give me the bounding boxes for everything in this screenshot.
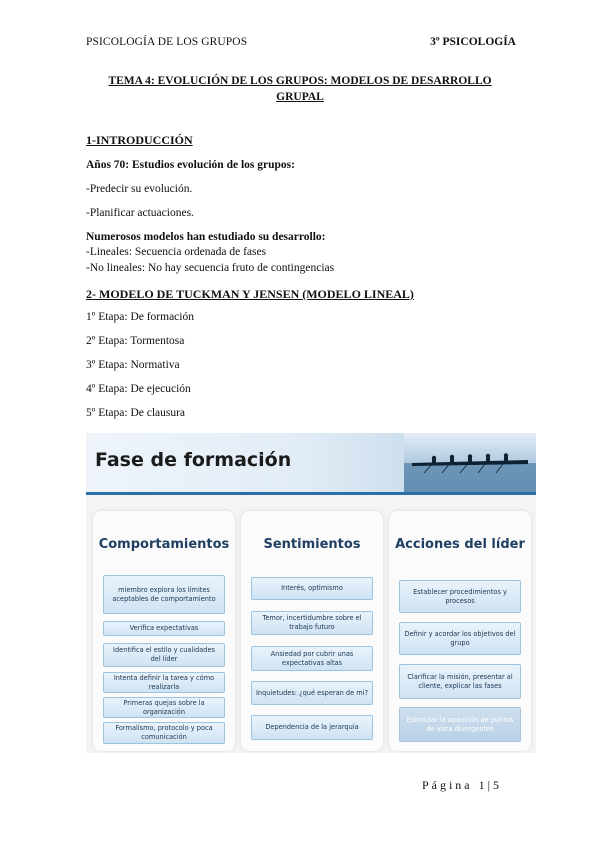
diagram-box: Verifica expectativas <box>103 621 225 636</box>
diagram-title: Fase de formación <box>95 449 292 471</box>
diagram-box: Establecer procedimientos y procesos <box>399 580 521 613</box>
header-subject: PSICOLOGÍA DE LOS GRUPOS <box>86 36 248 48</box>
stage-item: 5º Etapa: De clausura <box>86 407 186 419</box>
diagram-box: Inquietudes: ¿qué esperan de mi? <box>251 681 373 705</box>
model-item: -Lineales: Secuencia ordenada de fases <box>86 246 267 258</box>
intro-subheading: Años 70: Estudios evolución de los grupos: <box>86 159 295 171</box>
diagram-box: Dependencia de la jerarquía <box>251 715 373 740</box>
page-number: Página 1|5 <box>421 778 502 792</box>
stage-item: 2º Etapa: Tormentosa <box>86 335 185 347</box>
diagram-box: Definir y acordar los objetivos del grupo <box>399 622 521 655</box>
rowing-team-image <box>404 433 536 492</box>
diagram-box: Temor, incertidumbre sobre el trabajo futuro <box>251 611 373 635</box>
intro-item: -Predecir su evolución. <box>86 183 193 195</box>
diagram-box: Ansiedad por cubrir unas expectativas altas <box>251 646 373 671</box>
stage-item: 1º Etapa: De formación <box>86 311 194 323</box>
diagram-box: Interés, optimismo <box>251 577 373 600</box>
stage-item: 3º Etapa: Normativa <box>86 359 180 371</box>
models-heading: Numerosos modelos han estudiado su desarrollo: <box>86 231 326 243</box>
panel-heading: Sentimientos <box>263 537 361 552</box>
diagram-box: Formalismo, protocolo y poca comunicación <box>103 722 225 744</box>
diagram-box: Identifica el estilo y cualidades del líder <box>103 643 225 667</box>
header-course: 3º PSICOLOGÍA <box>430 36 516 48</box>
panel-sentimientos <box>241 511 383 751</box>
panel-heading: Comportamientos <box>98 537 230 552</box>
diagram-box: Primeras quejas sobre la organización <box>103 697 225 718</box>
diagram-box: miembro explora los límites aceptables de comportamiento <box>103 575 225 614</box>
diagram-box: Clarificar la misión, presentar al cliente, explicar las fases <box>399 664 521 699</box>
stage-item: 4º Etapa: De ejecución <box>86 383 191 395</box>
intro-item: -Planificar actuaciones. <box>86 207 194 219</box>
section-heading-tuckman: 2- MODELO DE TUCKMAN Y JENSEN (MODELO LINEAL) <box>86 287 414 301</box>
formation-phase-diagram <box>86 433 536 753</box>
diagram-banner <box>86 433 536 495</box>
panel-heading: Acciones del líder <box>395 537 525 552</box>
diagram-box: Intenta definir la tarea y cómo realizarla <box>103 672 225 693</box>
diagram-box: Estimular la aparición de puntos de vista divergentes <box>399 707 521 742</box>
panel-acciones-lider <box>389 511 531 751</box>
document-title: TEMA 4: EVOLUCIÓN DE LOS GRUPOS: MODELOS DE DESARROLLO GRUPAL <box>108 75 492 103</box>
model-item: -No lineales: No hay secuencia fruto de contingencias <box>86 262 335 274</box>
section-heading-introduccion: 1-INTRODUCCIÓN <box>86 133 193 147</box>
panel-comportamientos <box>93 511 235 751</box>
